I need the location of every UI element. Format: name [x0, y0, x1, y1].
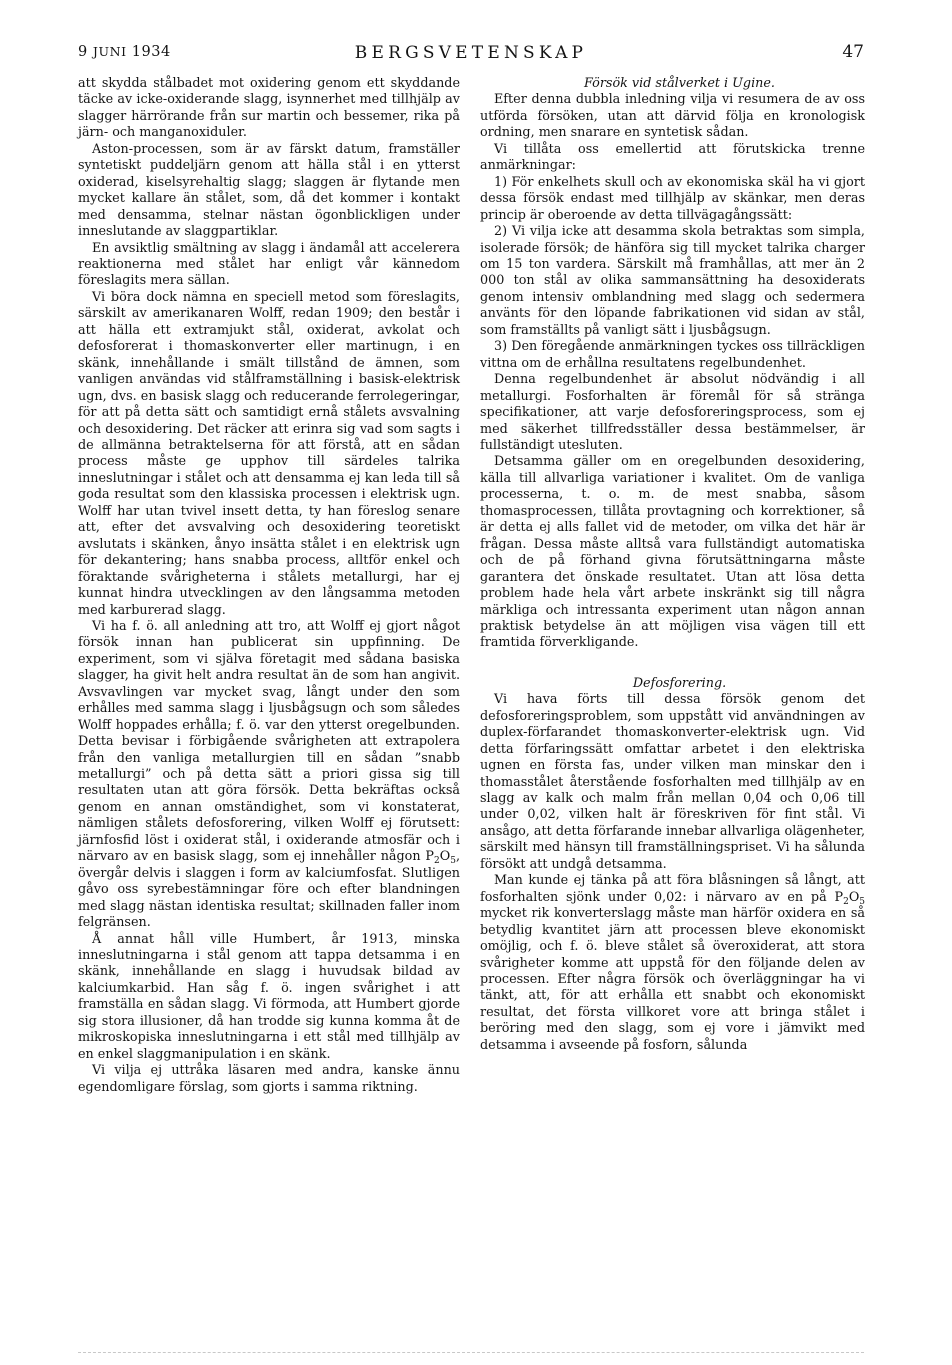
subscript: 5 — [450, 856, 456, 867]
date-day: 9 — [78, 44, 88, 60]
paragraph — [480, 873, 865, 1054]
paragraph: att skydda stålbadet mot oxidering genom ett skyddande täcke av icke-oxiderande slagg, isynnerhet med tillhjälp av slagger härrörande från sur martin och bessemer, rika på järn- och manganoxiduler. — [78, 76, 460, 141]
paragraph: Aston-processen, som är av färskt datum, framställer syntetiskt puddeljärn genom att hälla stål i en ytterst oxiderad, kiselsyrehaltig slagg; slaggen är flytande men mycket kallare än stålet, som, då det kommer i kontakt med densamma, stelnar nästan ögonblickligen under inneslutande av slaggpartiklar. — [78, 141, 460, 240]
text-run: O — [439, 849, 451, 865]
text-run: mycket rik konverterslagg måste man härför oxidera en så betydlig kvantitet järn att processen bleve ekonomiskt omöjlig, och f. ö. bleve stålet så överoxiderat, att stora svårigheter komme att uppstå för den följande delen av processen. Efter några försök och överläggningar ha vi tänkt, att, för att erhålla ett snabbt och ekonomiskt resultat, det första villkoret vore att bringa stålet i beröring med den slagg, som ej vore i jämvikt med detsamma i avseende på fosforn, sålunda — [480, 906, 865, 1053]
section-heading: Defosforering. — [632, 675, 727, 691]
paragraph: Efter denna dubbla inledning vilja vi resumera de av oss utförda försöken, utan att därvid följa en kronologisk ordning, men snarare en syntetisk sådan. — [480, 92, 865, 141]
paragraph: Vi böra dock nämna en speciell metod som föreslagits, särskilt av amerikanaren Wolff, redan 1909; den består i att hälla ett extramjukt stål, oxiderat, avkolat och defosforerat i thomaskonverter eller martinugn, i en skänk, innehållande i smält tillstånd de ämnen, som vanligen användas vid stålframställning i basisk-elektrisk ugn, dvs. en basisk slagg och reducerande ferrolegeringar, för att på detta sätt och samtidigt ernå stålets avsvalning och desoxidering. Det räcker att erinra sig vad som sagts i de allmänna betraktelserna för att förstå, att en sådan process måste ge upphov till särdeles talrika inneslutningar i stålet och att densamma ej kan leda till så goda resultat som den klassiska processen i elektrisk ugn. Wolff har utan tvivel insett detta, ty han föreslog senare att, efter det avsvalving och desoxidering teoretiskt avslutats i skänken, ånyo insätta stålet i en elektrisk ugn för dekantering; hans snabba process, alltför enkel och föraktande svårigheterna i stålets metallurgi, har ej kunnat hindra utvecklingen av den långsamma metoden med karburerad slagg. — [78, 289, 460, 618]
spacer — [480, 652, 865, 676]
section-heading: Försök vid stålverket i Ugine. — [584, 76, 775, 91]
date-month: JUNI — [92, 44, 127, 59]
paragraph: Vi tillåta oss emellertid att förutskicka trenne anmärkningar: — [480, 141, 865, 174]
text-run: Vi ha f. ö. all anledning att tro, att Wolff ej gjort något försök innan han publicerat sin uppfinning. De experiment, som vi själva företagit med sådana basiska slagger, ha givit helt andra resultat än de som han angivit. Avsvavlingen var mycket svag, långt under den som erhålles med samma slagg i ljusbågsugn och som således Wolff hoppades erhålla; f. ö. var den ytterst oregelbunden. Detta bevisar i förbigående svårigheten att extrapolera från den vanliga metallurgien till en sådan ”snabb metallurgi” och på detta sätt a priori gissa sig till resultaten utan att göra försök. Detta bekräftas också genom en annan omständighet, som vi konstaterat, nämligen stålets defosforering, vilken Wolff ej förutsett: järnfosfid löst i oxiderat stål, i oxiderande atmosfär och i närvaro av en basisk slagg, som ej innehåller någon P — [78, 618, 460, 865]
paragraph: Vi vilja ej uttråka läsaren med andra, kanske ännu egendomligare förslag, som gjorts i samma riktning. — [78, 1063, 460, 1095]
text-run: , övergår delvis i slaggen i form av kalciumfosfat. Slutligen gåvo oss syrebestämningar före och efter blandningen med slagg nästan identiska resultat; skillnaden faller inom felgränsen. — [78, 849, 460, 931]
text-run: Man kunde ej tänka på att föra blåsningen så långt, att fosforhalten sjönk under 0,02: i närvaro av en på P — [480, 873, 865, 905]
paragraph: 3) Den föregående anmärkningen tyckes oss tillräckligen vittna om de erhållna resultatens regelbundenhet. — [480, 339, 865, 371]
journal-title: BERGSVETENSKAP — [354, 43, 588, 63]
text-run: O — [848, 889, 860, 905]
paragraph: Detsamma gäller om en oregelbunden desoxidering, källa till allvarliga variationer i kvalitet. Om de vanliga processerna, t. o. m. de mest snabba, såsom thomasprocessen, tillåta provtagning och korrektioner, så är detta ej alls fallet vid de metoder, om vilka det här är frågan. Dessa måste alltså vara fullständigt automatiska och de på förhand givna förutsättningarna måste garantera det önskade resultatet. Utan att lösa detta problem hade hela vårt arbete inskränkt sig till några märkliga och intressanta experiment utan någon annan praktisk betydelse än att möjligen visa vägen till ett framtida förverkligande. — [480, 454, 865, 651]
paragraph: 2) Vi vilja icke att desamma skola betraktas som simpla, isolerade försök; de hänföra sig till mycket talrika charger om 15 ton vardera. Särskilt må framhållas, att mer än 2 000 ton stål av olika sammansättning ha desoxiderats genom intensiv omblandning med slagg och sedermera använts för den löpande fabrikationen vid sidan av stål, som framställts på vanligt sätt i ljusbågsugn. — [480, 224, 865, 338]
subscript: 5 — [859, 896, 865, 907]
paragraph: Å annat håll ville Humbert, år 1913, minska inneslutningarna i stål genom att tappa detsamma i en skänk, innehållande en slagg i huvudsak bildad av kalciumkarbid. Han såg f. ö. ingen svårighet i att framställa en sådan slagg. Vi förmoda, att Humbert gjorde sig stora illusioner, då han trodde sig kunna komma åt de mikroskopiska inneslutningarna i ett stål med tillhjälp av en enkel slaggmanipulation i en skänk. — [78, 931, 460, 1062]
paragraph: En avsiktlig smältning av slagg i ändamål att accelerera reaktionerna med stålet har enligt vår kännedom föreslagits mera sällan. — [78, 240, 460, 289]
date-year: 1934 — [131, 44, 171, 60]
paragraph: Denna regelbundenhet är absolut nödvändig i all metallurgi. Fosforhalten är föremål för så stränga specifikationer, att varje defosforeringsprocess, som ej med säkerhet tillfredsställer dessa bestämmelser, är fullständigt utesluten. — [480, 372, 865, 453]
running-header — [78, 44, 864, 68]
page-number: 47 — [842, 42, 864, 62]
left-column — [78, 76, 460, 1096]
right-column — [480, 76, 865, 1054]
subscript: 2 — [843, 896, 849, 907]
paragraph — [78, 619, 460, 932]
subscript: 2 — [434, 856, 440, 867]
page-bottom-rule — [78, 1352, 864, 1353]
paragraph: 1) För enkelhets skull och av ekonomiska skäl ha vi gjort dessa försök endast med tillhjälp av skänkar, men deras princip är oberoende av detta tillvägagångssätt: — [480, 174, 865, 223]
paragraph: Vi hava förts till dessa försök genom det defosforeringsproblem, som uppstått vid användningen av duplex-förfarandet thomaskonverter-elektrisk ugn. Vid detta förfaringssätt omfattar arbetet i den elektriska ugnen en första fas, under vilken man minskar den i thomasstålet återstående fosforhalten med tillhjälp av en slagg av kalk och malm från mellan 0,04 och 0,06 till under 0,02, vilken halt är föreskriven för fint stål. Vi ansågo, att detta förfarande innebar allvarliga olägenheter, särskilt med hänsyn till framställningspriset. Vi ha sålunda försökt att undgå detsamma. — [480, 692, 865, 872]
